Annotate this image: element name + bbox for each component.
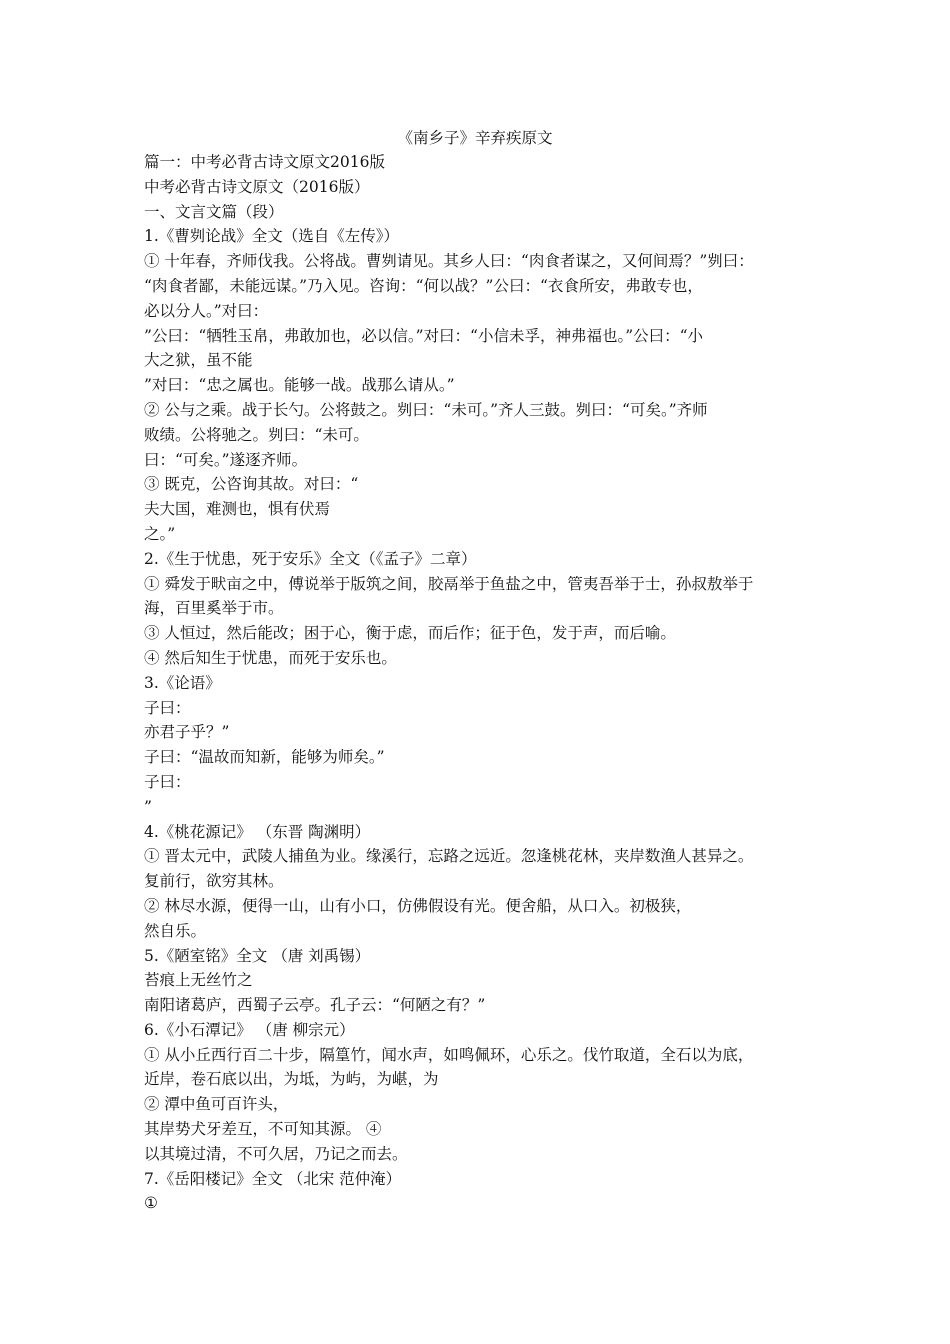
- text-line: 子曰：“温故而知新，能够为师矣。”: [144, 748, 385, 767]
- text-line: 其岸势犬牙差互，不可知其源。 ④: [144, 1120, 382, 1139]
- text-line: 2.《生于忧患，死于安乐》全文（《孟子》二章）: [144, 549, 477, 568]
- text-line: ② 潭中鱼可百许头，: [144, 1095, 289, 1114]
- text-line: 苔痕上无丝竹之: [144, 971, 253, 990]
- text-line: 4.《桃花源记》 （东晋 陶渊明）: [144, 822, 371, 841]
- text-line: “肉食者鄙，未能远谋。”乃入见。咨询：“何以战？”公曰：“衣食所安，弗敢专也，: [144, 276, 703, 295]
- text-line: 必以分人。”对曰：: [144, 301, 269, 320]
- text-line: 子曰：: [144, 698, 191, 717]
- text-line: 以其境过清，不可久居，乃记之而去。: [144, 1144, 408, 1163]
- document-body: [144, 150, 824, 1216]
- text-line: ② 林尽水源，便得一山，山有小口，仿佛假设有光。便舍船，从口入。初极狭，: [144, 896, 692, 915]
- text-line: 6.《小石潭记》 （唐 柳宗元）: [144, 1020, 355, 1039]
- text-line: ”公曰：“牺牲玉帛，弗敢加也，必以信。”对曰：“小信未孚，神弗福也。”公曰：“小: [144, 326, 704, 345]
- text-line: 近岸，卷石底以出，为坻，为屿，为嵁，为: [144, 1070, 439, 1089]
- text-line: 篇一：中考必背古诗文原文2016版: [144, 153, 385, 171]
- text-line: 南阳诸葛庐，西蜀子云亭。孔子云：“何陋之有？”: [144, 996, 486, 1015]
- text-line: 夫大国，难测也，惧有伏焉: [144, 500, 331, 519]
- text-line: 3.《论语》: [144, 673, 221, 692]
- text-line: ”: [144, 797, 152, 816]
- text-line: ③ 既克，公咨询其故。对曰：“: [144, 475, 359, 494]
- text-line: 海，百里奚举于市。: [144, 599, 284, 618]
- text-line: ”对曰：“忠之属也。能够一战。战那么请从。”: [144, 376, 455, 395]
- text-line: ① 舜发于畎亩之中，傅说举于版筑之间，胶鬲举于鱼盐之中，管夷吾举于士，孙叔敖举于: [144, 574, 754, 593]
- text-line: ① 从小丘西行百二十步，隔篁竹，闻水声，如鸣佩环，心乐之。伐竹取道，全石以为底，: [144, 1045, 754, 1064]
- text-line: ①: [144, 1194, 158, 1213]
- text-line: 曰：“可矣。”遂逐齐师。: [144, 450, 308, 469]
- text-line: 子曰：: [144, 772, 191, 791]
- text-line: 7.《岳阳楼记》全文 （北宋 范仲淹）: [144, 1169, 402, 1188]
- text-line: ② 公与之乘。战于长勺。公将鼓之。刿曰：“未可。”齐人三鼓。刿曰：“可矣。”齐师: [144, 400, 708, 419]
- text-line: ① 晋太元中，武陵人捕鱼为业。缘溪行，忘路之远近。忽逢桃花林，夹岸数渔人甚异之。: [144, 847, 754, 866]
- text-line: 败绩。公将驰之。刿曰：“未可。: [144, 425, 369, 444]
- text-line: 中考必背古诗文原文（2016版）: [144, 177, 370, 196]
- text-line: 复前行，欲穷其林。: [144, 872, 284, 891]
- document-title: 《南乡子》辛弃疾原文: [397, 129, 553, 147]
- text-line: 亦君子乎？”: [144, 723, 230, 742]
- text-line: 5.《陋室铭》全文 （唐 刘禹锡）: [144, 946, 371, 965]
- text-line: ① 十年春，齐师伐我。公将战。曹刿请见。其乡人曰：“肉食者谋之，又何间焉？”刿曰：: [144, 252, 754, 271]
- text-line: 1.《曹刿论战》全文（选自《左传》）: [144, 227, 400, 246]
- text-line: 大之狱，虽不能: [144, 351, 253, 370]
- text-line: 然自乐。: [144, 921, 207, 940]
- text-line: ④ 然后知生于忧患，而死于安乐也。: [144, 648, 397, 667]
- text-line: ③ 人恒过，然后能改；困于心，衡于虑，而后作；征于色，发于声，而后喻。: [144, 624, 676, 643]
- text-line: 一、文言文篇（段）: [144, 202, 284, 221]
- text-line: 之。”: [144, 524, 176, 543]
